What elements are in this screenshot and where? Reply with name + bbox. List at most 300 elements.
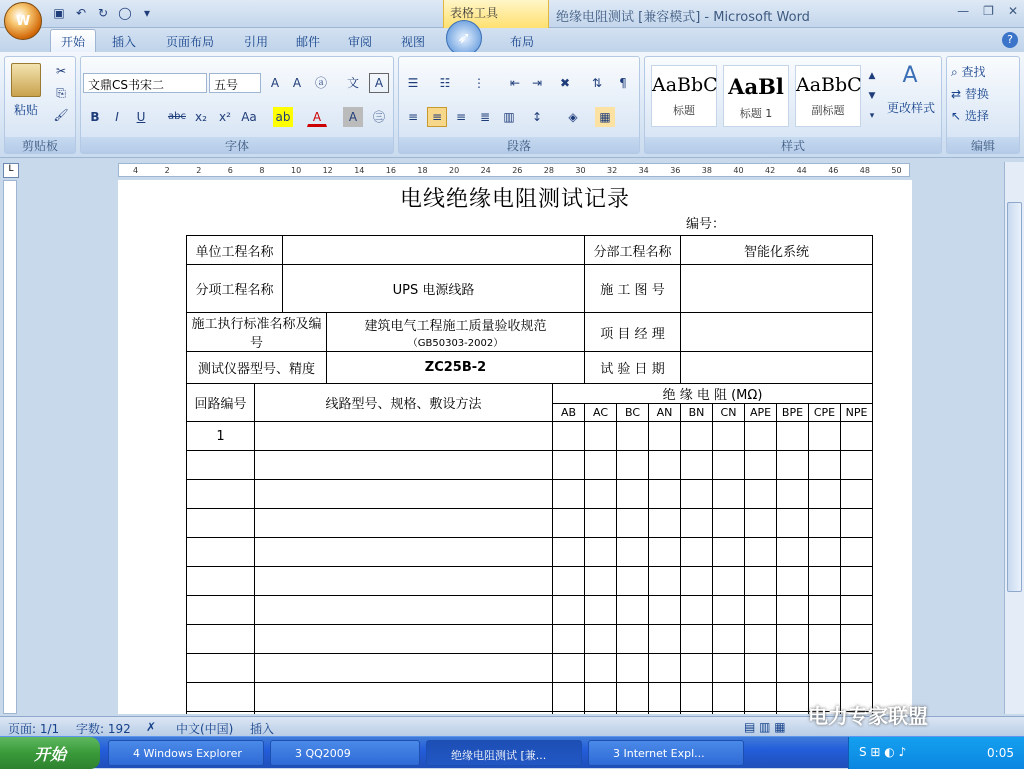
taskbar-qq[interactable]: 3 QQ2009 bbox=[270, 740, 420, 766]
help-icon[interactable]: ? bbox=[1002, 32, 1018, 48]
char-shading-icon[interactable]: A bbox=[343, 107, 363, 127]
tab-page-layout[interactable]: 页面布局 bbox=[166, 35, 215, 49]
instrument-label: 测试仪器型号、精度 bbox=[187, 352, 327, 384]
resistance-cell[interactable] bbox=[585, 480, 617, 509]
resistance-cell[interactable] bbox=[713, 683, 745, 712]
table-body bbox=[187, 422, 873, 715]
table-row bbox=[187, 683, 873, 712]
change-styles-label[interactable]: 更改样式 bbox=[886, 101, 935, 115]
resistance-cell[interactable] bbox=[649, 683, 681, 712]
decrease-indent-icon[interactable]: ⇤ bbox=[509, 76, 521, 90]
resistance-cell[interactable] bbox=[553, 422, 585, 451]
vertical-ruler-bar[interactable] bbox=[3, 180, 17, 714]
tab-home[interactable]: 开始 bbox=[50, 29, 96, 53]
ruler-tick-label: 10 bbox=[291, 166, 302, 175]
enclose-char-icon[interactable]: ㊂ bbox=[372, 110, 385, 124]
resistance-cell[interactable] bbox=[617, 683, 649, 712]
font-group bbox=[80, 56, 394, 154]
tab-view[interactable]: 视图 bbox=[401, 35, 426, 49]
resistance-cell[interactable] bbox=[585, 451, 617, 480]
drawing-value[interactable] bbox=[681, 265, 873, 313]
window-controls bbox=[957, 4, 1018, 18]
show-marks-icon[interactable]: ¶ bbox=[619, 76, 627, 90]
resistance-cell[interactable] bbox=[617, 625, 649, 654]
resistance-cell[interactable] bbox=[617, 538, 649, 567]
resistance-cell[interactable] bbox=[841, 538, 873, 567]
align-center-icon[interactable]: ≡ bbox=[427, 107, 447, 127]
resistance-cell[interactable] bbox=[681, 596, 713, 625]
resistance-cell[interactable] bbox=[745, 596, 777, 625]
resistance-cell[interactable] bbox=[585, 625, 617, 654]
circuit-no-cell[interactable] bbox=[187, 683, 255, 712]
resistance-cell[interactable] bbox=[681, 451, 713, 480]
resistance-cell[interactable] bbox=[777, 480, 809, 509]
tab-insert[interactable]: 插入 bbox=[112, 35, 137, 49]
ruler-tick-label: 40 bbox=[733, 166, 744, 175]
resistance-cell[interactable] bbox=[553, 712, 585, 715]
circuit-no-cell[interactable] bbox=[187, 712, 255, 715]
paste-button-label[interactable]: 粘贴 bbox=[13, 103, 38, 117]
manager-label: 项 目 经 理 bbox=[585, 313, 681, 352]
proofing-icon[interactable]: ✗ bbox=[146, 720, 157, 734]
clock[interactable]: 0:05 bbox=[987, 746, 1014, 760]
italic-icon[interactable]: I bbox=[115, 110, 119, 124]
instrument-value[interactable]: ZC25B-2 bbox=[327, 352, 585, 384]
title-bar bbox=[0, 0, 1024, 28]
style-title[interactable] bbox=[651, 65, 717, 127]
resistance-cell[interactable] bbox=[553, 654, 585, 683]
start-button[interactable] bbox=[0, 737, 100, 769]
resistance-cell[interactable] bbox=[649, 596, 681, 625]
ruler-tick-label: 32 bbox=[607, 166, 618, 175]
resistance-cell[interactable] bbox=[681, 422, 713, 451]
highlight-icon[interactable]: ab bbox=[273, 107, 293, 127]
context-tab-label: 表格工具 bbox=[443, 0, 549, 28]
resistance-cell[interactable] bbox=[745, 480, 777, 509]
circuit-no-cell[interactable] bbox=[187, 625, 255, 654]
justify-icon[interactable]: ≣ bbox=[479, 110, 491, 124]
numbering-icon[interactable]: ☷ bbox=[439, 76, 451, 90]
resistance-header: 绝 缘 电 阻 (MΩ) bbox=[553, 384, 873, 404]
clipboard-group-label: 剪贴板 bbox=[5, 137, 75, 153]
wire-type-cell[interactable] bbox=[255, 509, 553, 538]
save-icon[interactable]: ▣ bbox=[53, 6, 65, 20]
ruler-tick-label: 50 bbox=[891, 166, 902, 175]
tab-references[interactable]: 引用 bbox=[244, 35, 269, 49]
sub-project-value[interactable]: 智能化系统 bbox=[681, 236, 873, 265]
replace-icon: ⇄ bbox=[951, 87, 965, 101]
resistance-cell[interactable] bbox=[713, 625, 745, 654]
resistance-cell[interactable] bbox=[809, 567, 841, 596]
replace-label: 替换 bbox=[964, 87, 989, 101]
resistance-cell[interactable] bbox=[745, 683, 777, 712]
borders-icon[interactable]: ▦ bbox=[595, 107, 615, 127]
wire-type-cell[interactable] bbox=[255, 480, 553, 509]
circuit-no-cell[interactable] bbox=[187, 509, 255, 538]
resistance-cell[interactable] bbox=[777, 625, 809, 654]
resistance-cell[interactable] bbox=[649, 451, 681, 480]
change-case-icon[interactable]: Aa bbox=[241, 110, 257, 124]
resistance-cell[interactable] bbox=[617, 567, 649, 596]
resistance-cell[interactable] bbox=[617, 451, 649, 480]
resistance-cell[interactable] bbox=[649, 654, 681, 683]
resistance-cell[interactable] bbox=[585, 422, 617, 451]
resistance-cell[interactable] bbox=[713, 451, 745, 480]
font-size-combo[interactable]: 五号 bbox=[209, 73, 261, 93]
resistance-col-an: AN bbox=[649, 404, 681, 422]
grow-font-icon[interactable]: A bbox=[270, 76, 280, 90]
resistance-cell[interactable] bbox=[585, 712, 617, 715]
ruler-tick-label: 46 bbox=[828, 166, 839, 175]
word-count[interactable]: 字数: 192 bbox=[76, 722, 131, 736]
font-color-icon[interactable]: A bbox=[307, 107, 327, 127]
table-row bbox=[187, 712, 873, 715]
circuit-no-cell[interactable] bbox=[187, 654, 255, 683]
scroll-thumb[interactable] bbox=[1007, 202, 1022, 592]
clear-format-icon[interactable]: ⓐ bbox=[314, 76, 327, 90]
item-project-value[interactable]: UPS 电源线路 bbox=[283, 265, 585, 313]
redo-icon[interactable]: ↻ bbox=[97, 6, 109, 20]
resistance-cell[interactable] bbox=[777, 683, 809, 712]
align-left-icon[interactable]: ≡ bbox=[407, 110, 419, 124]
resistance-cell[interactable] bbox=[681, 712, 713, 715]
style-heading1-preview: AaBl bbox=[728, 74, 784, 99]
undo-icon[interactable]: ↶ bbox=[75, 6, 87, 20]
resistance-cell[interactable] bbox=[649, 567, 681, 596]
ruler-tick-label: 2 bbox=[164, 166, 170, 175]
document-page[interactable] bbox=[118, 180, 912, 714]
resistance-cell[interactable] bbox=[809, 654, 841, 683]
resistance-cell[interactable] bbox=[553, 596, 585, 625]
find-label: 查找 bbox=[961, 65, 986, 79]
vertical-ruler bbox=[0, 180, 20, 714]
resistance-cell[interactable] bbox=[713, 538, 745, 567]
resistance-cell[interactable] bbox=[777, 596, 809, 625]
resistance-cell[interactable] bbox=[649, 480, 681, 509]
resistance-cell[interactable] bbox=[681, 480, 713, 509]
insert-mode[interactable]: 插入 bbox=[250, 722, 275, 736]
ruler-tick-label: 2 bbox=[196, 166, 202, 175]
resistance-cell[interactable] bbox=[585, 596, 617, 625]
ruler-tick-label: 30 bbox=[575, 166, 586, 175]
resistance-cell[interactable] bbox=[649, 625, 681, 654]
resistance-cell[interactable] bbox=[681, 683, 713, 712]
resistance-col-bc: BC bbox=[617, 404, 649, 422]
bold-icon[interactable]: B bbox=[90, 110, 100, 124]
resistance-cell[interactable] bbox=[553, 683, 585, 712]
sort-icon[interactable]: ⇅ bbox=[591, 76, 603, 90]
resistance-cell[interactable] bbox=[617, 712, 649, 715]
editing-group-label: 编辑 bbox=[947, 137, 1019, 153]
wire-type-cell[interactable] bbox=[255, 654, 553, 683]
select-label: 选择 bbox=[964, 109, 989, 123]
watermark: 电力专家联盟 bbox=[808, 704, 928, 728]
standard-value[interactable] bbox=[327, 313, 585, 352]
resistance-cell[interactable] bbox=[585, 683, 617, 712]
standard-value-line1: 建筑电气工程施工质量验收规范 bbox=[364, 319, 547, 334]
resistance-cell[interactable] bbox=[585, 654, 617, 683]
strikethrough-icon[interactable]: abc bbox=[168, 111, 186, 122]
wire-type-cell[interactable] bbox=[255, 538, 553, 567]
resistance-cell[interactable] bbox=[553, 451, 585, 480]
tab-selector-icon[interactable]: L bbox=[3, 163, 19, 178]
style-title-preview: AaBbC bbox=[652, 74, 718, 96]
tray-icons[interactable]: S ⊞ ◐ ♪ bbox=[859, 745, 907, 759]
circuit-no-cell[interactable]: 1 bbox=[187, 422, 255, 451]
resistance-cell[interactable] bbox=[777, 567, 809, 596]
resistance-cell[interactable] bbox=[777, 509, 809, 538]
tab-layout[interactable]: 布局 bbox=[510, 35, 535, 49]
close-button[interactable]: ✕ bbox=[1007, 4, 1018, 18]
shading-icon[interactable]: ◈ bbox=[568, 110, 578, 124]
circuit-no-cell[interactable] bbox=[187, 451, 255, 480]
resistance-cell[interactable] bbox=[553, 538, 585, 567]
superscript-icon[interactable]: x² bbox=[219, 110, 231, 124]
resistance-cell[interactable] bbox=[745, 625, 777, 654]
resistance-cell[interactable] bbox=[713, 567, 745, 596]
resistance-col-bpe: BPE bbox=[777, 404, 809, 422]
office-button[interactable]: W bbox=[4, 2, 42, 40]
resistance-cell[interactable] bbox=[809, 596, 841, 625]
ruler-tick-label: 34 bbox=[638, 166, 649, 175]
resistance-cell[interactable] bbox=[649, 509, 681, 538]
circle-icon[interactable]: ◯ bbox=[118, 6, 132, 20]
ruler-bar[interactable] bbox=[118, 163, 910, 177]
ruler-tick-label: 6 bbox=[227, 166, 233, 175]
wire-type-cell[interactable] bbox=[255, 683, 553, 712]
resistance-cell[interactable] bbox=[745, 451, 777, 480]
paragraph-group bbox=[398, 56, 640, 154]
resistance-cell[interactable] bbox=[745, 567, 777, 596]
table-row bbox=[187, 538, 873, 567]
minimize-button[interactable]: — bbox=[957, 4, 970, 18]
wire-type-cell[interactable] bbox=[255, 451, 553, 480]
resistance-cell[interactable] bbox=[745, 422, 777, 451]
horizontal-ruler bbox=[0, 160, 1024, 180]
char-border-icon[interactable]: A bbox=[369, 73, 389, 93]
table-row bbox=[187, 596, 873, 625]
circuit-no-header: 回路编号 bbox=[187, 384, 255, 422]
resistance-cell[interactable] bbox=[713, 480, 745, 509]
wire-type-header: 线路型号、规格、敷设方法 bbox=[255, 384, 553, 422]
asian-layout-icon[interactable]: ✖ bbox=[559, 76, 571, 90]
ruler-tick-label: 28 bbox=[543, 166, 554, 175]
paste-icon[interactable] bbox=[11, 63, 41, 97]
plugin-bird-icon[interactable]: ➶ bbox=[446, 20, 482, 56]
change-styles-icon[interactable]: A bbox=[902, 63, 918, 88]
resistance-cell[interactable] bbox=[745, 712, 777, 715]
resistance-cell[interactable] bbox=[809, 509, 841, 538]
view-buttons-icon[interactable]: ▤ ▥ ▦ bbox=[744, 720, 786, 734]
style-subtitle-name: 副标题 bbox=[811, 104, 845, 117]
resistance-cell[interactable] bbox=[713, 509, 745, 538]
resistance-cell[interactable] bbox=[777, 451, 809, 480]
resistance-cell[interactable] bbox=[681, 509, 713, 538]
resistance-cell[interactable] bbox=[585, 567, 617, 596]
copy-icon[interactable]: ⎘ bbox=[56, 86, 66, 100]
taskbar-ie[interactable]: 3 Internet Expl... bbox=[588, 740, 744, 766]
resistance-cell[interactable] bbox=[553, 480, 585, 509]
line-spacing-icon[interactable]: ↕ bbox=[531, 110, 543, 124]
resistance-cell[interactable] bbox=[809, 625, 841, 654]
resistance-cell[interactable] bbox=[809, 480, 841, 509]
align-right-icon[interactable]: ≡ bbox=[455, 110, 467, 124]
resistance-cell[interactable] bbox=[841, 625, 873, 654]
resistance-cell[interactable] bbox=[841, 451, 873, 480]
style-title-name: 标题 bbox=[673, 104, 695, 117]
circuit-no-cell[interactable] bbox=[187, 567, 255, 596]
resistance-cell[interactable] bbox=[745, 538, 777, 567]
resistance-cell[interactable] bbox=[649, 422, 681, 451]
system-tray bbox=[848, 737, 1024, 769]
resistance-cell[interactable] bbox=[745, 509, 777, 538]
editing-group bbox=[946, 56, 1020, 154]
circuit-no-cell[interactable] bbox=[187, 480, 255, 509]
replace-button[interactable] bbox=[951, 85, 1017, 102]
unit-project-value[interactable] bbox=[283, 236, 585, 265]
resistance-col-npe: NPE bbox=[841, 404, 873, 422]
select-button[interactable] bbox=[951, 107, 1017, 124]
table-row bbox=[187, 625, 873, 654]
find-button[interactable] bbox=[951, 63, 1017, 80]
resistance-cell[interactable] bbox=[841, 509, 873, 538]
resistance-cell[interactable] bbox=[713, 422, 745, 451]
find-icon: ⌕ bbox=[951, 65, 962, 79]
resistance-cell[interactable] bbox=[681, 625, 713, 654]
subscript-icon[interactable]: x₂ bbox=[195, 110, 207, 124]
paragraph-group-label: 段落 bbox=[399, 137, 639, 153]
ruler-tick-label: 16 bbox=[385, 166, 396, 175]
resistance-cell[interactable] bbox=[713, 712, 745, 715]
drawing-label: 施 工 图 号 bbox=[585, 265, 681, 313]
resistance-cell[interactable] bbox=[681, 538, 713, 567]
resistance-cell[interactable] bbox=[617, 480, 649, 509]
wire-type-cell[interactable] bbox=[255, 422, 553, 451]
resistance-cell[interactable] bbox=[617, 654, 649, 683]
taskbar-explorer[interactable]: 4 Windows Explorer bbox=[108, 740, 264, 766]
increase-indent-icon[interactable]: ⇥ bbox=[531, 76, 543, 90]
resistance-cell[interactable] bbox=[841, 654, 873, 683]
select-icon: ↖ bbox=[951, 109, 965, 123]
record-table bbox=[186, 235, 873, 714]
restore-button[interactable]: ❐ bbox=[983, 4, 994, 18]
resistance-cell[interactable] bbox=[681, 654, 713, 683]
resistance-cell[interactable] bbox=[841, 480, 873, 509]
underline-icon[interactable]: U bbox=[136, 110, 146, 124]
page-status[interactable]: 页面: 1/1 bbox=[8, 722, 60, 736]
resistance-col-bn: BN bbox=[681, 404, 713, 422]
resistance-cell[interactable] bbox=[553, 509, 585, 538]
phonetic-guide-icon[interactable]: 文 bbox=[346, 76, 359, 90]
resistance-cell[interactable] bbox=[713, 596, 745, 625]
cut-icon[interactable]: ✂ bbox=[55, 64, 67, 78]
resistance-cell[interactable] bbox=[649, 712, 681, 715]
window-title: 绝缘电阻测试 [兼容模式] - Microsoft Word bbox=[556, 10, 810, 25]
style-heading1-name: 标题 1 bbox=[739, 107, 773, 120]
manager-value[interactable] bbox=[681, 313, 873, 352]
resistance-col-ape: APE bbox=[745, 404, 777, 422]
language-status[interactable]: 中文(中国) bbox=[176, 722, 234, 736]
resistance-cell[interactable] bbox=[553, 567, 585, 596]
wire-type-cell[interactable] bbox=[255, 596, 553, 625]
circuit-no-cell[interactable] bbox=[187, 538, 255, 567]
resistance-cell[interactable] bbox=[809, 538, 841, 567]
table-row bbox=[187, 451, 873, 480]
ruler-tick-label: 38 bbox=[701, 166, 712, 175]
taskbar-word[interactable]: 绝缘电阻测试 [兼... bbox=[426, 740, 582, 766]
table-row bbox=[187, 509, 873, 538]
document-title: 电线绝缘电阻测试记录 bbox=[399, 187, 630, 212]
resistance-cell[interactable] bbox=[617, 596, 649, 625]
resistance-cell[interactable] bbox=[745, 654, 777, 683]
wire-type-cell[interactable] bbox=[255, 567, 553, 596]
resistance-cell[interactable] bbox=[777, 712, 809, 715]
table-row bbox=[187, 480, 873, 509]
resistance-cell[interactable] bbox=[777, 422, 809, 451]
distributed-icon[interactable]: ▥ bbox=[503, 110, 515, 124]
style-subtitle[interactable] bbox=[795, 65, 861, 127]
ruler-tick-label: 14 bbox=[354, 166, 365, 175]
resistance-cell[interactable] bbox=[841, 422, 873, 451]
test-date-label: 试 验 日 期 bbox=[585, 352, 681, 384]
resistance-cell[interactable] bbox=[681, 567, 713, 596]
font-name-combo[interactable]: 文鼎CS书宋二 bbox=[83, 73, 207, 93]
vertical-scrollbar[interactable] bbox=[1004, 162, 1024, 714]
resistance-cell[interactable] bbox=[809, 451, 841, 480]
styles-group bbox=[644, 56, 942, 154]
table-row bbox=[187, 422, 873, 451]
test-date-value[interactable] bbox=[681, 352, 873, 384]
customize-qat-icon[interactable]: ▾ bbox=[143, 6, 151, 20]
ruler-tick-label: 36 bbox=[670, 166, 681, 175]
resistance-cell[interactable] bbox=[553, 625, 585, 654]
resistance-cell[interactable] bbox=[841, 567, 873, 596]
wire-type-cell[interactable] bbox=[255, 625, 553, 654]
wire-type-cell[interactable] bbox=[255, 712, 553, 715]
circuit-no-cell[interactable] bbox=[187, 596, 255, 625]
resistance-cell[interactable] bbox=[713, 654, 745, 683]
ruler-tick-label: 18 bbox=[417, 166, 428, 175]
resistance-cell[interactable] bbox=[585, 538, 617, 567]
tab-mailings[interactable]: 邮件 bbox=[296, 35, 321, 49]
resistance-cell[interactable] bbox=[617, 422, 649, 451]
multilevel-list-icon[interactable]: ⋮ bbox=[473, 76, 485, 90]
shrink-font-icon[interactable]: A bbox=[292, 76, 302, 90]
taskbar bbox=[0, 736, 1024, 768]
resistance-cell[interactable] bbox=[777, 654, 809, 683]
clipboard-group bbox=[4, 56, 76, 154]
styles-scroll-icon[interactable]: ▲ ▼ ▾ bbox=[868, 71, 876, 121]
tab-review[interactable]: 审阅 bbox=[348, 35, 373, 49]
resistance-cell[interactable] bbox=[841, 596, 873, 625]
resistance-cell[interactable] bbox=[649, 538, 681, 567]
resistance-cell[interactable] bbox=[809, 422, 841, 451]
ruler-tick-label: 26 bbox=[512, 166, 523, 175]
bullets-icon[interactable]: ☰ bbox=[407, 76, 419, 90]
resistance-cell[interactable] bbox=[777, 538, 809, 567]
start-label: 开始 bbox=[34, 745, 67, 764]
ruler-tick-label: 20 bbox=[449, 166, 460, 175]
styles-group-label: 样式 bbox=[645, 137, 941, 153]
resistance-cell[interactable] bbox=[617, 509, 649, 538]
resistance-cell[interactable] bbox=[585, 509, 617, 538]
ruler-tick-label: 48 bbox=[859, 166, 870, 175]
style-heading1[interactable] bbox=[723, 65, 789, 127]
ruler-tick-label: 12 bbox=[322, 166, 333, 175]
font-group-label: 字体 bbox=[81, 137, 393, 153]
format-painter-icon[interactable]: 🖌 bbox=[53, 108, 69, 122]
resistance-col-cpe: CPE bbox=[809, 404, 841, 422]
